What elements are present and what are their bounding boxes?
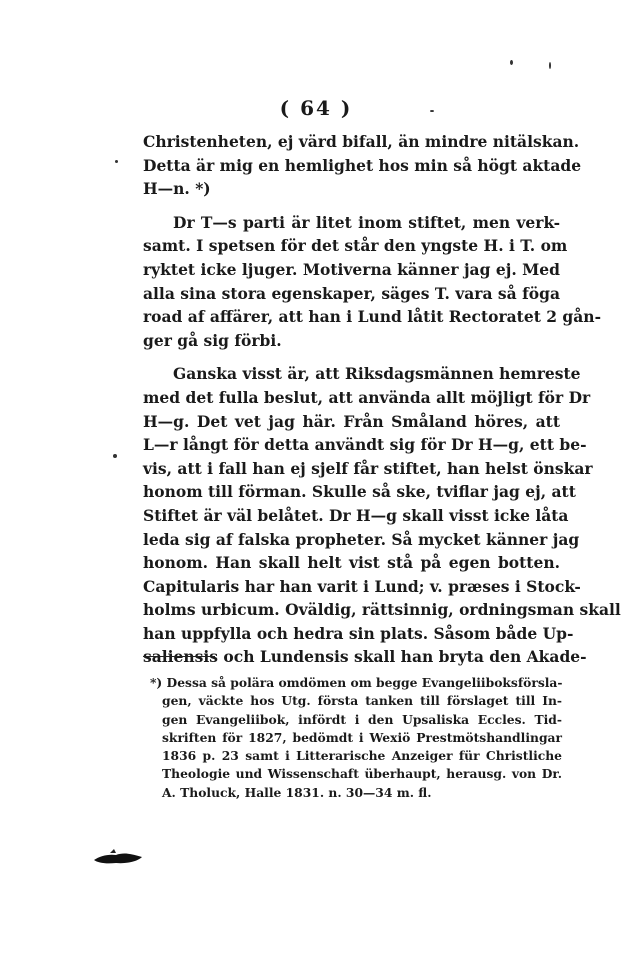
footnote-line: Theologie und Wissenschaft überhaupt, herausg. von Dr. — [162, 766, 562, 782]
paragraph — [143, 130, 582, 201]
text-line: saliensis och Lundensis skall han bryta den Akade- — [143, 647, 587, 667]
text-line: H—n. *) — [143, 179, 211, 199]
text-line: honom till förman. Skulle så ske, tviflar jag ej, att — [143, 482, 576, 502]
text-line: road af affärer, att han i Lund låtit Rectoratet 2 gån- — [143, 307, 602, 327]
text-line: Ganska visst är, att Riksdagsmännen hemreste — [173, 364, 581, 384]
paragraph — [143, 362, 621, 669]
footnote-line: A. Tholuck, Halle 1831. n. 30—34 m. fl. — [162, 784, 432, 800]
text-line: alla sina stora egenskaper, säges T. vara så föga — [143, 283, 560, 303]
text-line: holms urbicum. Oväldig, rättsinnig, ordningsman skall — [143, 600, 621, 620]
text-line: Capitularis har han varit i Lund; v. præses i Stock- — [143, 576, 581, 596]
text-line: med det fulla beslut, att använda allt möjligt för Dr — [143, 387, 591, 407]
body-text — [143, 130, 621, 669]
text-line: L—r långt för detta användt sig för Dr H—g, ett be- — [143, 435, 587, 455]
footnote-line: 1836 p. 23 samt i Litterarische Anzeiger für Christliche — [162, 748, 562, 764]
page-number: ( 64 ) — [279, 96, 353, 120]
text-line: ryktet icke ljuger. Motiverna känner jag ej. Med — [143, 259, 560, 279]
paper-speck — [430, 110, 434, 112]
footnote-line: gen, väckte hos Utg. första tanken till förslaget till In- — [162, 693, 562, 709]
footnote-line: gen Evangeliibok, infördt i den Upsaliska Eccles. Tid- — [162, 711, 562, 727]
text-line: Stiftet är väl belåtet. Dr H—g skall visst icke låta — [143, 505, 569, 525]
text-line: H—g. Det vet jag här. Från Småland höres, att — [143, 411, 560, 431]
footnote — [150, 674, 562, 802]
text-line: samt. I spetsen för det står den yngste H. i T. om — [143, 236, 568, 256]
text-line: ger gå sig förbi. — [143, 330, 282, 350]
ink-smudge — [92, 848, 144, 866]
text-line: vis, att i fall han ej sjelf får stiftet, han helst önskar — [143, 458, 593, 478]
footnote-line: *) Dessa så polära omdömen om begge Evangeliiboksförsla- — [150, 675, 563, 690]
text-line: Detta är mig en hemlighet hos min så högt aktade — [143, 155, 582, 175]
text-line: han uppfylla och hedra sin plats. Såsom både Up- — [143, 623, 574, 643]
paragraph — [143, 211, 602, 353]
footnote-divider — [143, 656, 215, 657]
text-line: Christenheten, ej värd bifall, än mindre nitälskan. — [143, 132, 580, 151]
footnote-line: skriften för 1827, bedömdt i Wexiö Prestmötshandlingar — [162, 729, 562, 745]
paper-speck — [113, 454, 117, 458]
paper-speck — [510, 60, 513, 65]
text-line: honom. Han skall helt vist stå på egen botten. — [143, 553, 560, 573]
text-line: leda sig af falska propheter. Så mycket känner jag — [143, 529, 580, 549]
paper-speck — [115, 160, 118, 163]
paper-speck — [549, 62, 551, 69]
text-line: Dr T—s parti är litet inom stiftet, men verk- — [173, 212, 560, 232]
